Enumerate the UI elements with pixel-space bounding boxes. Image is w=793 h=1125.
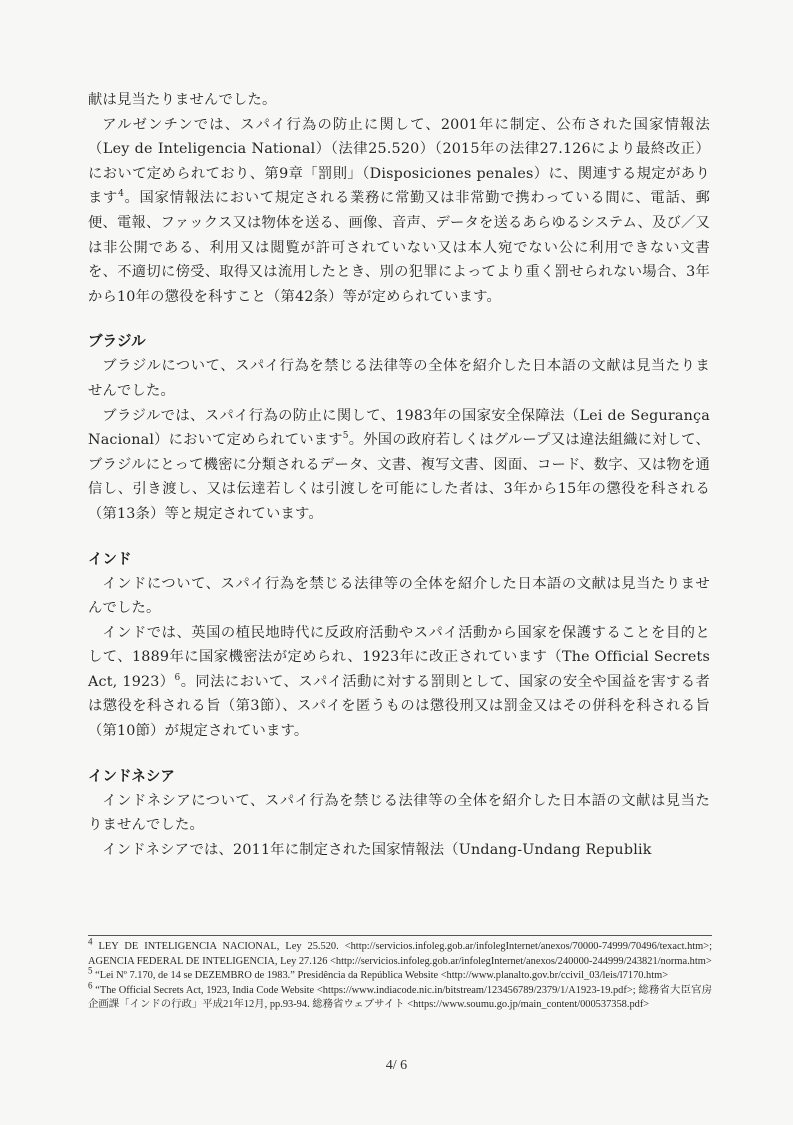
footnote-number: 4 (88, 936, 93, 947)
heading-brazil: ブラジル (88, 334, 146, 351)
india-text-a: インドでは、英国の植民地時代に反政府活動やスパイ活動から国家を保護することを目的として、1889年に国家機密法が定められ、1923年に改正されています（The Official Secrets Act, 1923） (88, 624, 710, 690)
footnote-text: “The Official Secrets Act, 1923, India Code Website <https://www.indiacode.nic.in/bitstream/123456789/2379/1/A1923-19.pdf>; 総務省大臣官房企画課「インドの行政」平成21年12月, pp.93-94. 総務省ウェブサイト <https://www.soumu.go.jp/main_content/000537358.pdf> (88, 984, 712, 1011)
footnote-ref-6[interactable]: 6 (174, 673, 181, 684)
brazil-paragraph-2 (88, 404, 710, 527)
footnotes (88, 935, 712, 1013)
page-number: 4/ 6 (385, 1058, 408, 1073)
india-text-b: 。同法において、スパイ活動に対する罰則として、国家の安全や国益を害する者は懲役を科される旨（第3節）、スパイを匿うものは懲役刑又は罰金又はその併科を科される旨（第10節）が規定されています。 (88, 673, 711, 740)
footnote-number: 6 (88, 980, 93, 991)
brazil-text-b: 。外国の政府若しくはグループ又は違法組織に対して、ブラジルにとって機密に分類されるデータ、文書、複写文書、図面、コード、数字、又は物を通信し、引き渡し、又は伝達若しくは引渡しを可能にした者は、3年から15年の懲役を科される（第13条）等と規定されています。 (88, 432, 710, 522)
indonesia-paragraph-2: インドネシアでは、2011年に制定された国家情報法（Undang-Undang Republik (102, 841, 652, 858)
intro-paragraph-1: 献は見当たりませんでした。 (88, 92, 277, 108)
footnote-5 (88, 965, 712, 984)
footnote-4 (88, 936, 712, 969)
india-paragraph-2 (88, 621, 710, 744)
brazil-paragraph-1: ブラジルについて、スパイ行為を禁じる法律等の全体を紹介した日本語の文献は見当たりませんでした。 (88, 358, 710, 399)
document-body (88, 88, 710, 862)
footnote-6 (88, 980, 712, 1013)
footnote-text: LEY DE INTELIGENCIA NACIONAL, Ley 25.520. <http://servicios.infoleg.gob.ar/infolegInternet/anexos/70000-74999/70496/texact.htm>; AGENCIA FEDERAL DE INTELIGENCIA, Ley 27.126 <http://servicios.infoleg.gob.ar/infolegInternet/anexos/240000-244999/243821/norma.htm> (88, 941, 712, 967)
footnote-number: 5 (88, 965, 93, 976)
footnote-ref-4[interactable]: 4 (118, 189, 124, 200)
footnote-ref-5[interactable]: 5 (342, 431, 349, 442)
argentina-text-b: 。国家情報法において規定される業務に常勤又は非常勤で携わっている間に、電話、郵便、電報、ファックス又は物体を送る、画像、音声、データを送るあらゆるシステム、及び／又は非公開である、利用又は閲覧が許可されていない又は本人宛でない公に利用できない文書を、不適切に傍受、取得又は流用したとき、別の犯罪によってより重く罰せられない場合、3年から10年の懲役を科すこと（第42条）等が定められています。 (88, 190, 710, 305)
heading-indonesia: インドネシア (88, 768, 175, 785)
argentina-text-a: アルゼンチンでは、スパイ行為の防止に関して、2001年に制定、公布された国家情報法（Ley de Inteligencia National）（法律25.520）（2015年の法律27.126により最終改正）において定められており、第9章「罰則」（Disposiciones penales）に、関連する規定があります (88, 116, 710, 207)
argentina-paragraph (88, 113, 710, 310)
indonesia-paragraph-1: インドネシアについて、スパイ行為を禁じる法律等の全体を紹介した日本語の文献は見当たりませんでした。 (88, 792, 710, 834)
heading-india: インド (88, 551, 132, 568)
india-paragraph-1: インドについて、スパイ行為を禁じる法律等の全体を紹介した日本語の文献は見当たりませんでした。 (88, 575, 710, 617)
brazil-text-a: ブラジルでは、スパイ行為の防止に関して、1983年の国家安全保障法（Lei de Segurança Nacional）において定められています (88, 407, 710, 449)
footnote-text: “Lei Nº 7.170, de 14 se DEZEMBRO de 1983.” Presidência da República Website <http://www.planalto.gov.br/ccivil_03/leis/l7170.htm> (95, 970, 669, 982)
